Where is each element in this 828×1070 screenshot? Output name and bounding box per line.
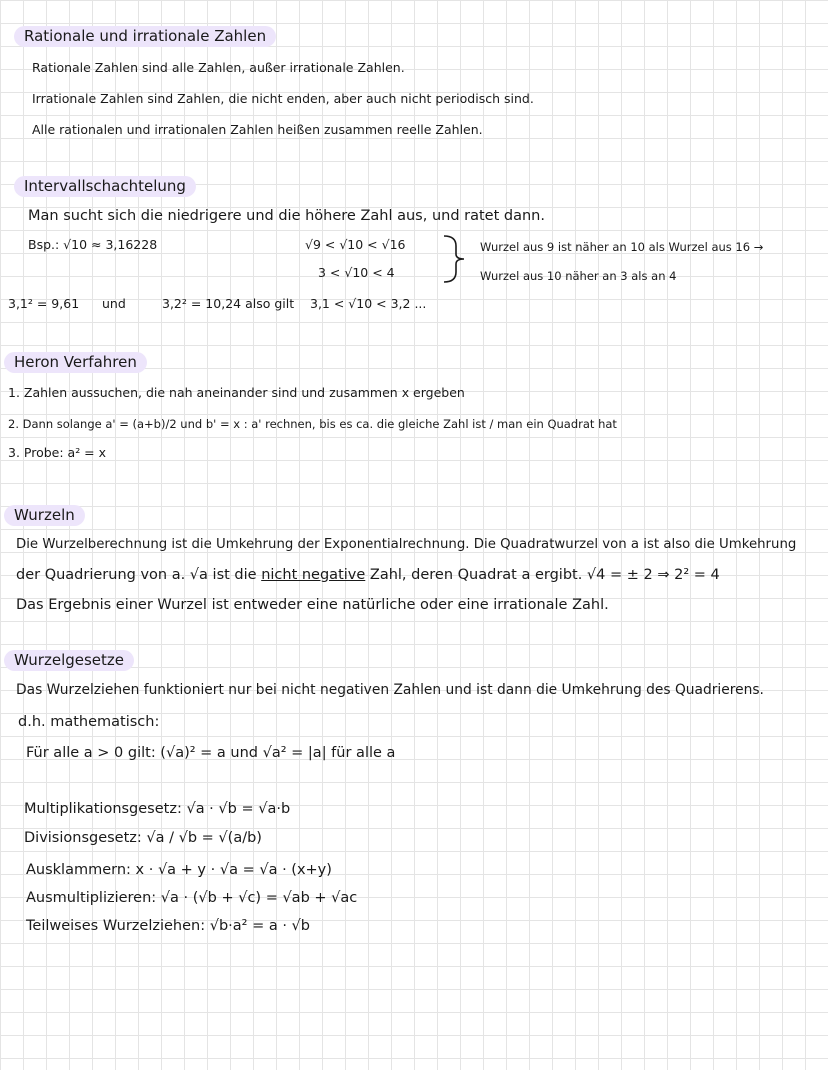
text-heron-schritt-1: 1. Zahlen aussuchen, die nah aneinander sind und zusammen x ergeben [8,385,465,400]
text-notiz-2: Wurzel aus 10 näher an 3 als an 4 [480,269,677,283]
text-wurzel-zeile-3: Das Ergebnis einer Wurzel ist entweder eine natürliche oder eine irrationale Zahl. [16,597,609,613]
text-wurzel-zeile-2-a: der Quadrierung von a. √a ist die [16,567,257,583]
text-rechnung-2: 3,2² = 10,24 also gilt [162,296,295,311]
text-intervall-intro: Man sucht sich die niedrigere und die höhere Zahl aus, und ratet dann. [28,208,545,224]
curly-brace-icon [440,234,470,284]
text-wurzelgesetze-zeile-1: Das Wurzelziehen funktioniert nur bei nicht negativen Zahlen und ist dann die Umkehrung des Quadrierens. [16,682,764,698]
text-teilweises-wurzelziehen: Teilweises Wurzelziehen: √b·a² = a · √b [26,918,310,934]
text-wurzel-zeile-1: Die Wurzelberechnung ist die Umkehrung der Exponentialrechnung. Die Quadratwurzel von a ist also die Umkehrung [16,537,797,552]
text-ausklammern: Ausklammern: x · √a + y · √a = √a · (x+y) [26,862,332,878]
text-rechnung-1: 3,1² = 9,61 [8,296,80,311]
text-heron-schritt-2: 2. Dann solange a' = (a+b)/2 und b' = x : a' rechnen, bis es ca. die gleiche Zahl ist / man ein Quadrat hat [8,417,617,431]
text-wurzel-zeile-2-b: Zahl, deren Quadrat a ergibt. √4 = ± 2 ⇒ 2² = 4 [369,567,720,583]
heading-wurzelgesetze: Wurzelgesetze [4,650,134,671]
heading-rationale-zahlen: Rationale und irrationale Zahlen [14,26,276,47]
text-wurzel-zeile-2 [16,567,720,584]
text-irrationale-definition: Irrationale Zahlen sind Zahlen, die nicht enden, aber auch nicht periodisch sind. [32,91,534,106]
text-rechnung-3: 3,1 < √10 < 3,2 ... [310,296,427,311]
text-ausmultiplizieren: Ausmultiplizieren: √a · (√b + √c) = √ab + √ac [26,890,358,906]
text-wurzelgesetze-zeile-2: d.h. mathematisch: [18,714,160,730]
heading-intervallschachtelung: Intervallschachtelung [14,176,196,197]
text-beispiel: Bsp.: √10 ≈ 3,16228 [28,237,158,252]
heading-wurzeln: Wurzeln [4,505,85,526]
text-heron-schritt-3: 3. Probe: a² = x [8,445,107,460]
text-ungleichung-1: √9 < √10 < √16 [305,237,406,252]
text-reelle-zahlen: Alle rationalen und irrationalen Zahlen heißen zusammen reelle Zahlen. [32,122,483,137]
text-nicht-negativ: nicht negative [261,567,366,583]
heading-heron-verfahren: Heron Verfahren [4,352,147,373]
text-multiplikationsgesetz: Multiplikationsgesetz: √a · √b = √a·b [24,801,291,817]
text-rationale-definition: Rationale Zahlen sind alle Zahlen, außer irrationale Zahlen. [32,60,405,75]
text-rechnung-und: und [102,296,126,311]
text-divisionsgesetz: Divisionsgesetz: √a / √b = √(a/b) [24,830,262,846]
text-notiz-1: Wurzel aus 9 ist näher an 10 als Wurzel aus 16 → [480,240,764,254]
text-ungleichung-2: 3 < √10 < 4 [318,265,395,280]
text-wurzelgesetze-zeile-3: Für alle a > 0 gilt: (√a)² = a und √a² = |a| für alle a [26,745,396,761]
